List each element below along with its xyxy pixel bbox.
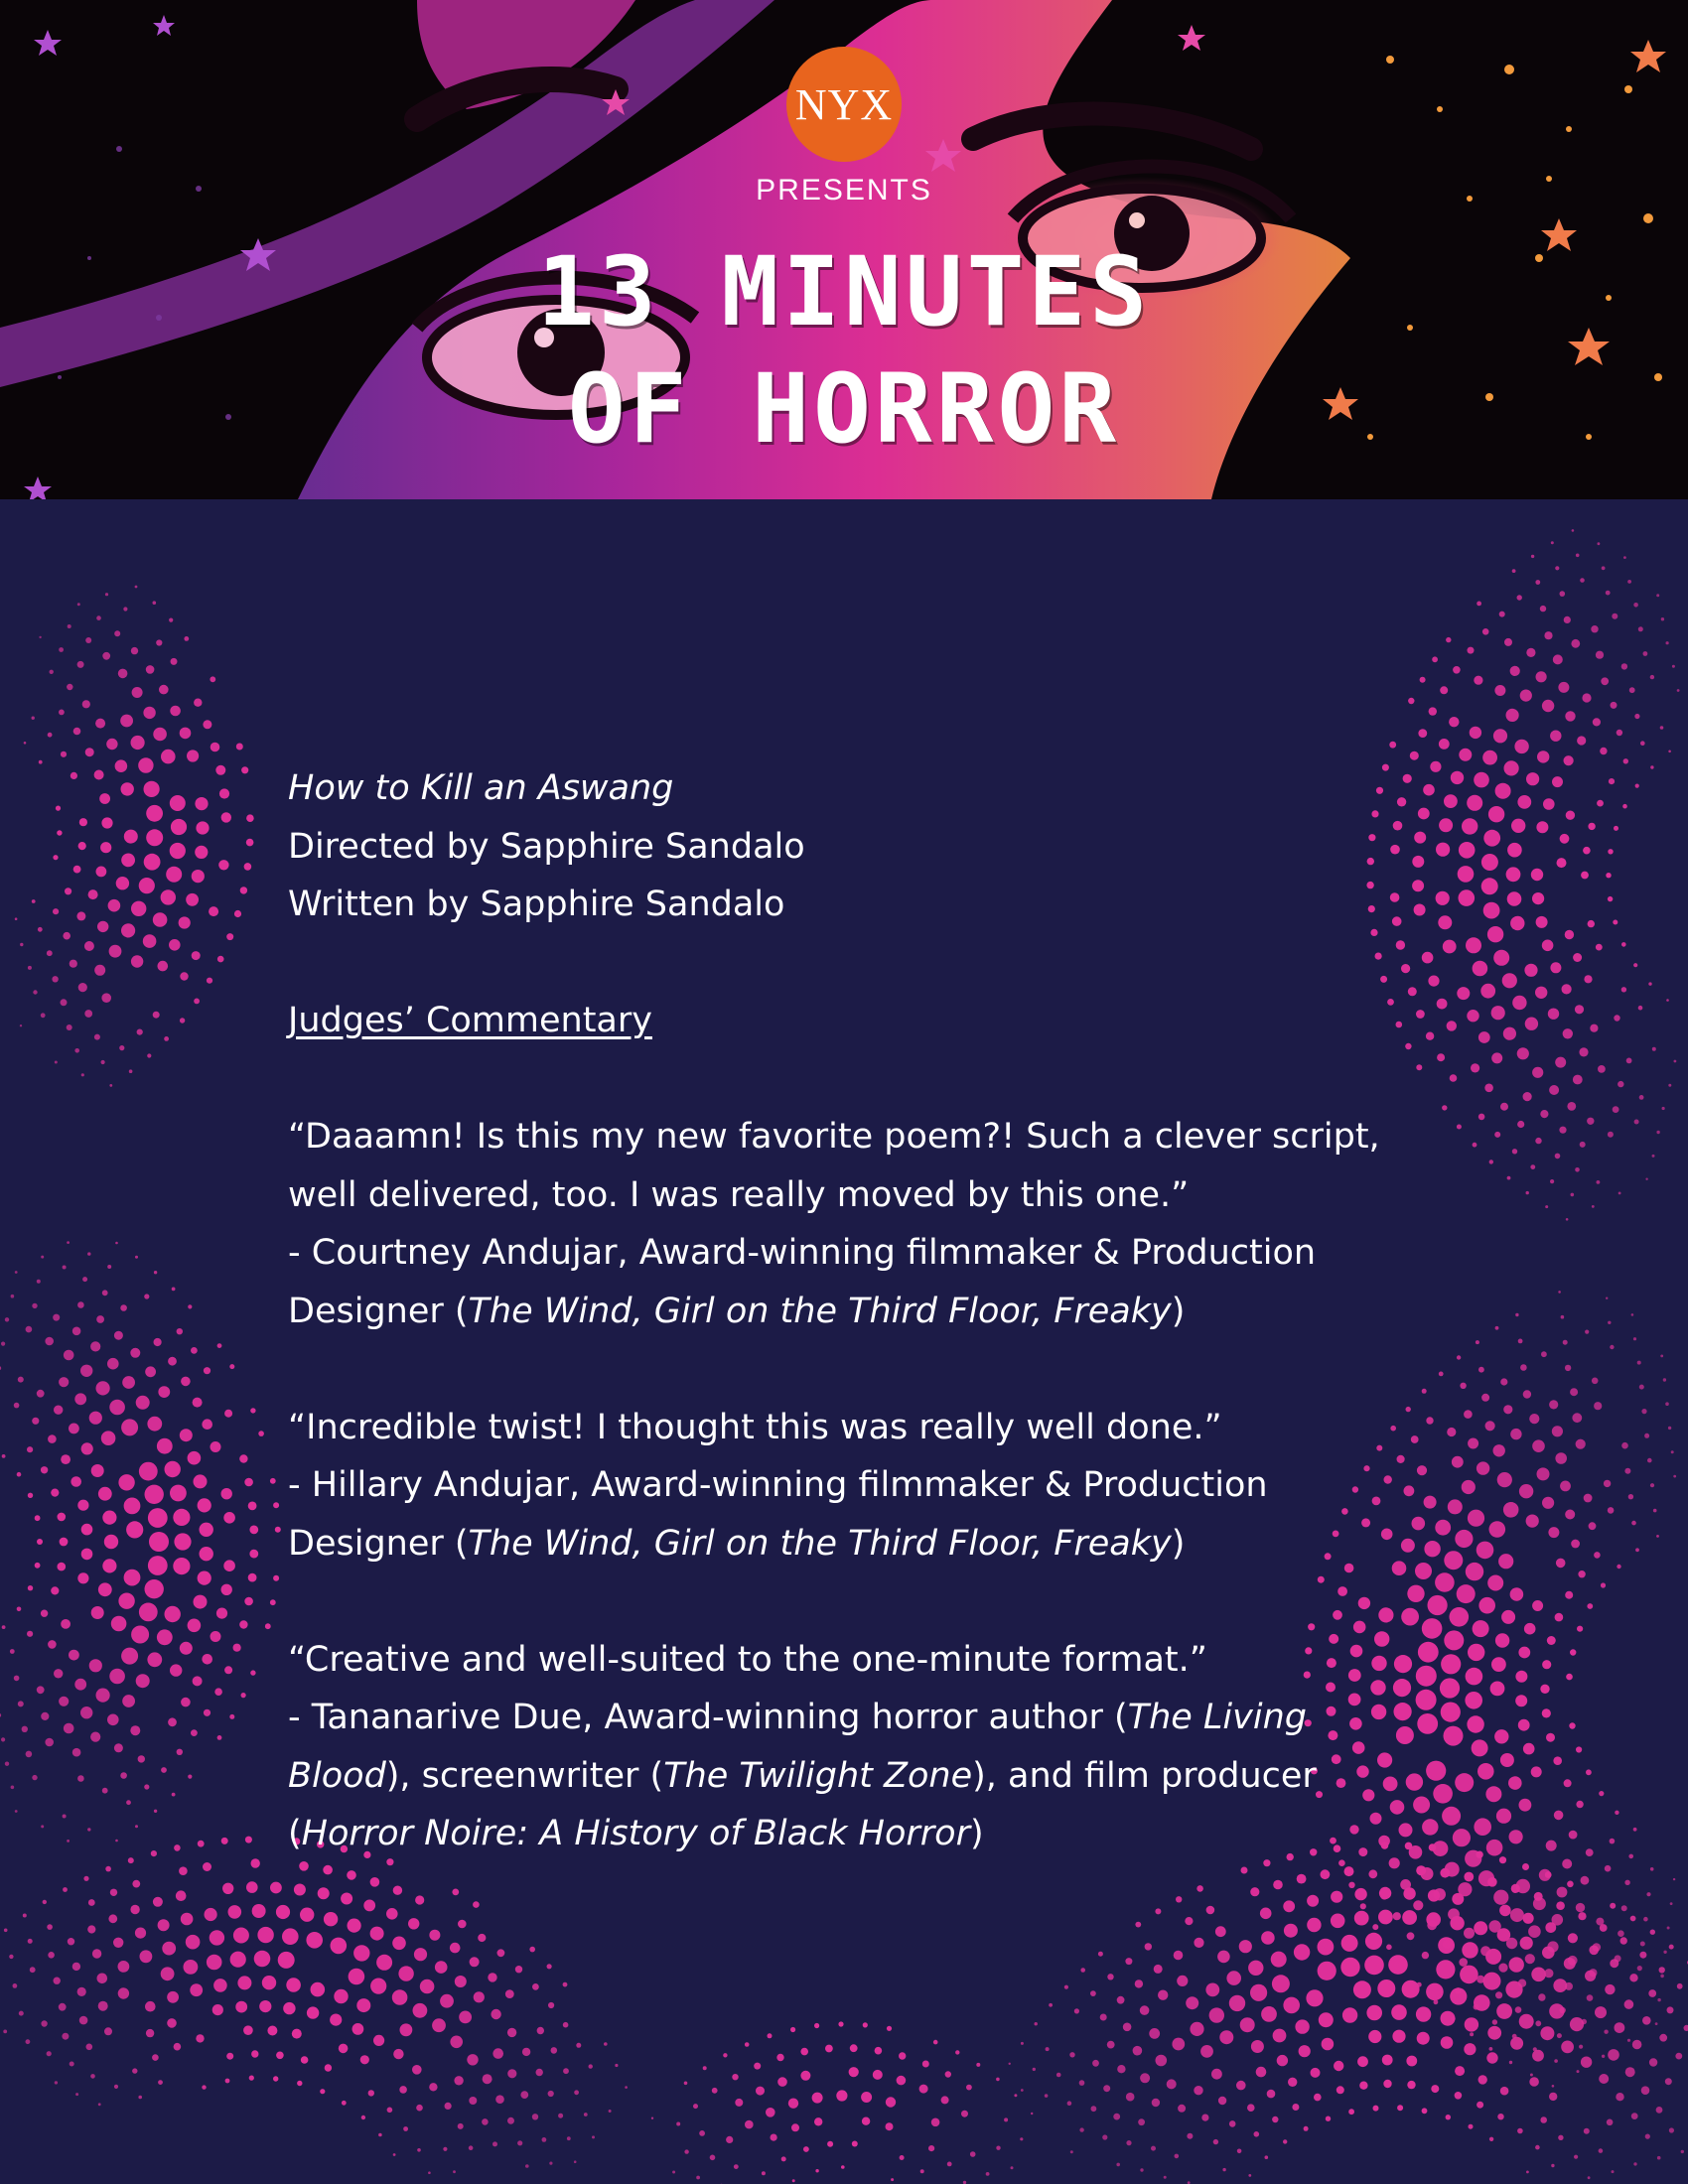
film-writer: Written by Sapphire Sandalo: [288, 885, 785, 924]
comment-attribution: - Courtney Andujar, Award-winning filmmaker & Production Designer (The Wind, Girl on the Third Floor, Freaky): [288, 1233, 1317, 1331]
film-title: How to Kill an Aswang: [288, 768, 674, 808]
logo-text: NYX: [794, 79, 894, 129]
section-heading: Judges’ Commentary: [288, 1001, 652, 1040]
event-title: [0, 233, 1688, 468]
event-title-line-1: 13 MINUTES: [537, 236, 1151, 347]
film-director: Directed by Sapphire Sandalo: [288, 826, 805, 867]
nyx-logo: [786, 47, 902, 162]
presents-label: PRESENTS: [756, 174, 932, 206]
comment-attribution: - Hillary Andujar, Award-winning filmmaker & Production Designer (The Wind, Girl on the Third Floor, Freaky): [288, 1465, 1268, 1564]
header-banner: [0, 0, 1688, 499]
comment-quote: “Creative and well-suited to the one-minute format.”: [288, 1639, 1207, 1680]
event-title-line-2: OF HORROR: [567, 353, 1121, 465]
commentary-content: [288, 759, 1400, 1863]
comment-quote: “Daaamn! Is this my new favorite poem?! Such a clever script, well delivered, too. I was really moved by this one.”: [288, 1117, 1380, 1215]
comment-attribution: - Tananarive Due, Award-winning horror author (The Living Blood), screenwriter (The Twilight Zone), and film producer (Horror Noire: A History of Black Horror): [288, 1698, 1317, 1853]
comment-quote: “Incredible twist! I thought this was really well done.”: [288, 1407, 1222, 1447]
